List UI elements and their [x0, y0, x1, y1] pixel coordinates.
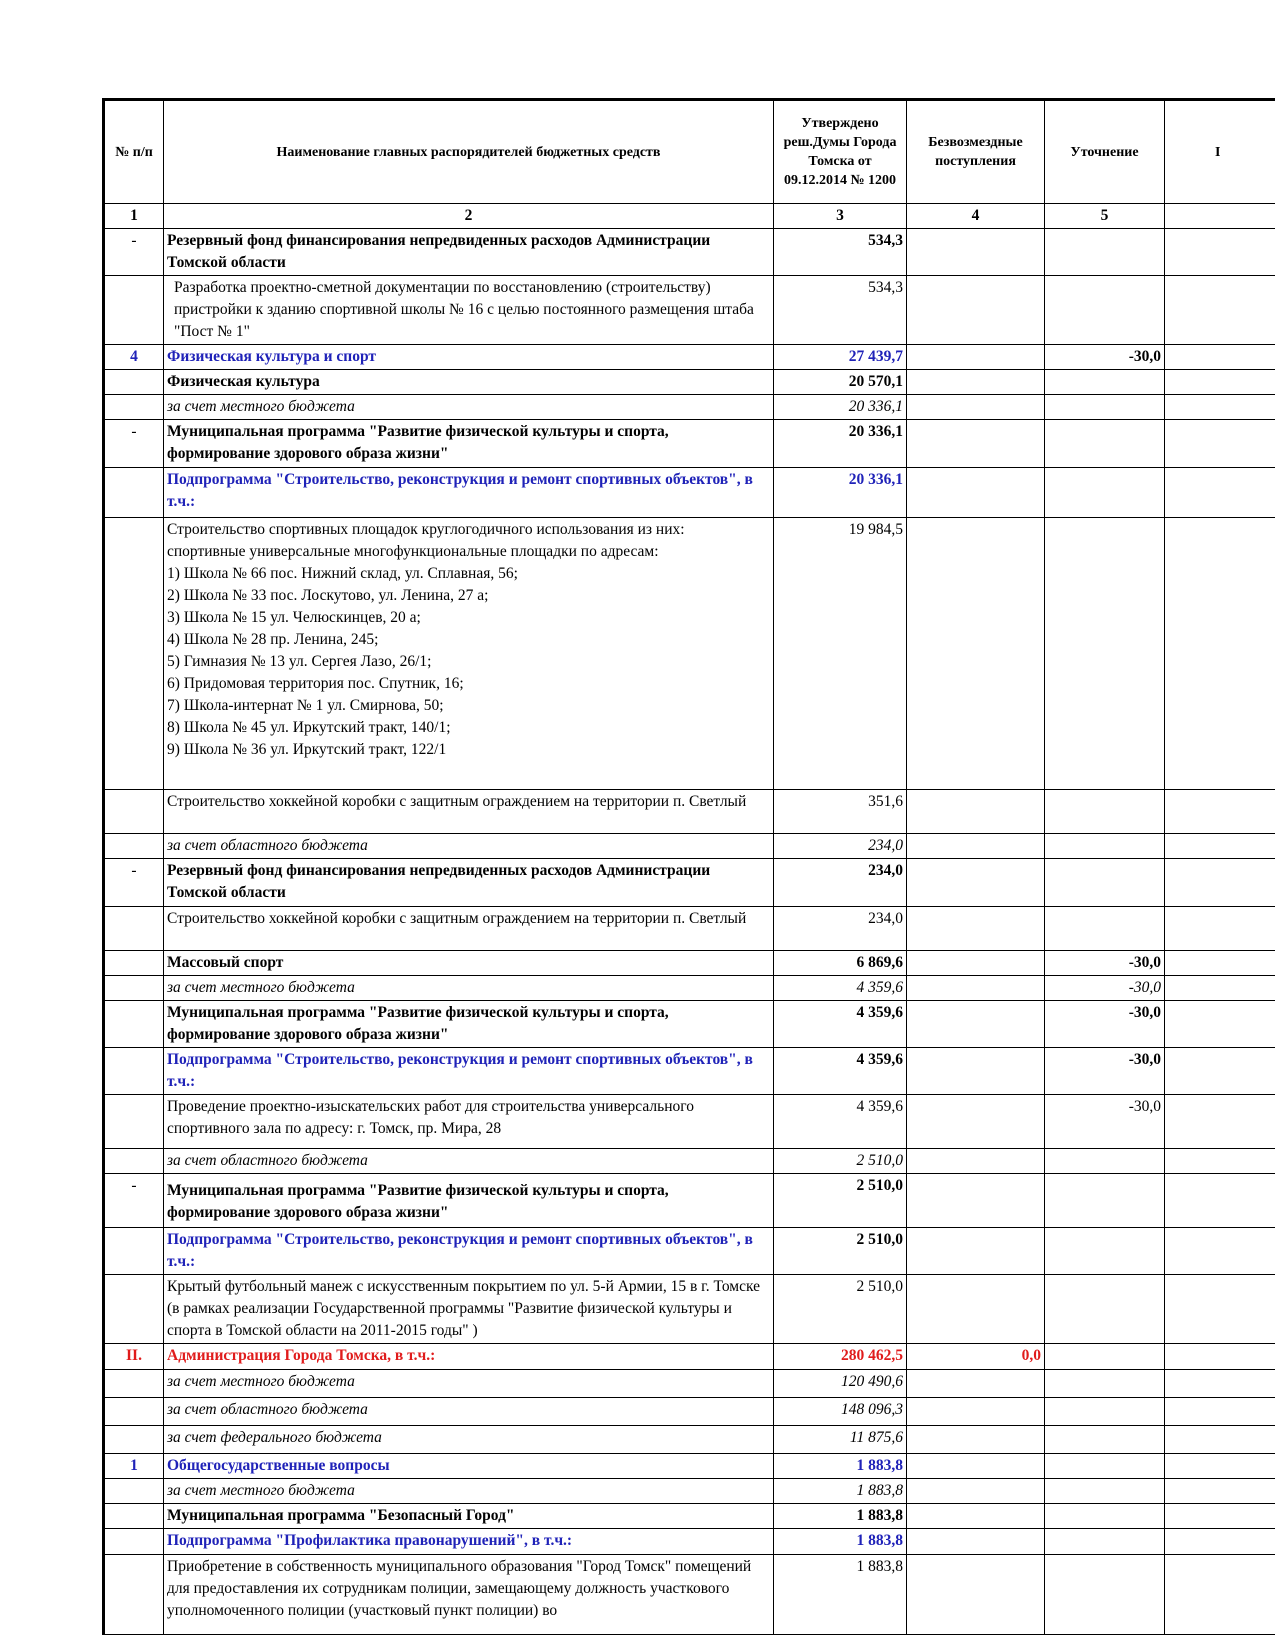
row-number	[104, 1275, 164, 1344]
row-next	[1165, 276, 1275, 345]
table-row	[104, 1370, 1275, 1398]
row-adjust	[1045, 907, 1165, 951]
index-cell: 5	[1045, 204, 1165, 229]
row-next	[1165, 420, 1275, 468]
row-approved: 1 883,8	[774, 1555, 907, 1635]
index-row	[104, 204, 1275, 229]
row-number	[104, 276, 164, 345]
row-approved: 4 359,6	[774, 976, 907, 1001]
row-adjust	[1045, 1426, 1165, 1454]
header-next: I	[1165, 100, 1275, 204]
row-adjust	[1045, 1555, 1165, 1635]
row-name: Резервный фонд финансирования непредвиденных расходов Администрации Томской области	[164, 229, 774, 276]
row-name: за счет местного бюджета	[164, 395, 774, 420]
row-next	[1165, 907, 1275, 951]
row-adjust	[1045, 1344, 1165, 1370]
row-number	[104, 370, 164, 395]
row-number: -	[104, 420, 164, 468]
row-free	[907, 1095, 1045, 1149]
row-approved: 27 439,7	[774, 345, 907, 370]
row-name: Общегосударственные вопросы	[164, 1454, 774, 1479]
row-free	[907, 790, 1045, 834]
table-row	[104, 1555, 1275, 1635]
row-approved: 1 883,8	[774, 1504, 907, 1529]
row-next	[1165, 1228, 1275, 1275]
row-free	[907, 420, 1045, 468]
row-adjust	[1045, 420, 1165, 468]
row-adjust: -30,0	[1045, 976, 1165, 1001]
list-line: Строительство спортивных площадок круглогодичного использования из них:	[167, 521, 685, 538]
row-adjust	[1045, 1149, 1165, 1174]
row-approved: 148 096,3	[774, 1398, 907, 1426]
table-row	[104, 1398, 1275, 1426]
row-name: Приобретение в собственность муниципального образования "Город Томск" помещений для предоставления их сотрудникам полиции, замещающему должность участкового уполномоченного полиции (участковый пункт полиции) во	[164, 1555, 774, 1635]
row-free	[907, 1228, 1045, 1275]
row-next	[1165, 1149, 1275, 1174]
row-approved: 280 462,5	[774, 1344, 907, 1370]
row-approved: 19 984,5	[774, 518, 907, 790]
row-adjust: -30,0	[1045, 951, 1165, 976]
list-line: 3) Школа № 15 ул. Челюскинцев, 20 а;	[167, 609, 421, 626]
row-adjust	[1045, 518, 1165, 790]
row-adjust	[1045, 276, 1165, 345]
table-row	[104, 345, 1275, 370]
row-free	[907, 1001, 1045, 1048]
table-row	[104, 395, 1275, 420]
row-adjust	[1045, 1174, 1165, 1228]
table-row	[104, 1479, 1275, 1504]
row-free	[907, 834, 1045, 859]
row-number	[104, 1228, 164, 1275]
row-name: за счет местного бюджета	[164, 1370, 774, 1398]
row-number	[104, 1048, 164, 1095]
table-row	[104, 229, 1275, 276]
row-next	[1165, 1095, 1275, 1149]
row-free	[907, 370, 1045, 395]
row-name: за счет местного бюджета	[164, 1479, 774, 1504]
table-row	[104, 859, 1275, 907]
table-row	[104, 1454, 1275, 1479]
table-row	[104, 790, 1275, 834]
row-free	[907, 276, 1045, 345]
list-line: 9) Школа № 36 ул. Иркутский тракт, 122/1	[167, 741, 447, 758]
row-next	[1165, 790, 1275, 834]
row-next	[1165, 1555, 1275, 1635]
header-adjustment: Уточнение	[1045, 100, 1165, 204]
index-cell	[1165, 204, 1275, 229]
row-approved: 20 336,1	[774, 395, 907, 420]
row-name: Крытый футбольный манеж с искусственным покрытием по ул. 5-й Армии, 15 в г. Томске (в рамках реализации Государственной программы "Развитие физической культуры и спорта в Томской области на 2011-2015 годы" )	[164, 1275, 774, 1344]
table-row	[104, 1048, 1275, 1095]
row-free: 0,0	[907, 1344, 1045, 1370]
row-adjust	[1045, 859, 1165, 907]
row-free	[907, 468, 1045, 518]
row-free	[907, 1426, 1045, 1454]
row-next	[1165, 1370, 1275, 1398]
index-cell: 1	[104, 204, 164, 229]
header-row	[104, 100, 1275, 204]
row-free	[907, 1479, 1045, 1504]
row-number	[104, 1001, 164, 1048]
row-adjust	[1045, 1228, 1165, 1275]
row-name: Муниципальная программа "Развитие физической культуры и спорта, формирование здорового образа жизни"	[164, 420, 774, 468]
row-free	[907, 859, 1045, 907]
row-approved: 2 510,0	[774, 1149, 907, 1174]
row-adjust: -30,0	[1045, 345, 1165, 370]
row-name: Подпрограмма "Строительство, реконструкция и ремонт спортивных объектов", в т.ч.:	[164, 1048, 774, 1095]
row-number	[104, 395, 164, 420]
table-row	[104, 1504, 1275, 1529]
row-approved: 1 883,8	[774, 1479, 907, 1504]
row-approved: 4 359,6	[774, 1001, 907, 1048]
table-row	[104, 907, 1275, 951]
row-number	[104, 1370, 164, 1398]
row-adjust: -30,0	[1045, 1001, 1165, 1048]
row-number	[104, 790, 164, 834]
row-free	[907, 1454, 1045, 1479]
row-name: Строительство хоккейной коробки с защитным ограждением на территории п. Светлый	[164, 907, 774, 951]
row-free	[907, 518, 1045, 790]
budget-table	[102, 98, 1275, 1635]
row-name: Подпрограмма "Профилактика правонарушений", в т.ч.:	[164, 1529, 774, 1555]
row-number	[104, 951, 164, 976]
row-name: Муниципальная программа "Развитие физической культуры и спорта, формирование здорового образа жизни"	[164, 1174, 774, 1228]
row-next	[1165, 518, 1275, 790]
row-free	[907, 395, 1045, 420]
row-name: за счет федерального бюджета	[164, 1426, 774, 1454]
row-free	[907, 1529, 1045, 1555]
row-next	[1165, 976, 1275, 1001]
row-free	[907, 1555, 1045, 1635]
list-line: 1) Школа № 66 пос. Нижний склад, ул. Сплавная, 56;	[167, 565, 518, 582]
row-next	[1165, 370, 1275, 395]
row-name: за счет местного бюджета	[164, 976, 774, 1001]
row-number	[104, 976, 164, 1001]
table-row	[104, 1344, 1275, 1370]
table-row	[104, 1174, 1275, 1228]
row-free	[907, 229, 1045, 276]
row-name: Строительство хоккейной коробки с защитным ограждением на территории п. Светлый	[164, 790, 774, 834]
list-line: 8) Школа № 45 ул. Иркутский тракт, 140/1;	[167, 719, 451, 736]
row-name: Разработка проектно-сметной документации по восстановлению (строительству) пристройки к зданию спортивной школы № 16 с целью постоянного размещения штаба "Пост № 1"	[164, 276, 774, 345]
table-row	[104, 370, 1275, 395]
table-row	[104, 1426, 1275, 1454]
row-free	[907, 1504, 1045, 1529]
row-name: за счет областного бюджета	[164, 1398, 774, 1426]
row-adjust	[1045, 229, 1165, 276]
row-approved: 534,3	[774, 276, 907, 345]
row-free	[907, 1398, 1045, 1426]
row-adjust	[1045, 1479, 1165, 1504]
row-next	[1165, 1454, 1275, 1479]
table-row	[104, 1529, 1275, 1555]
table-row	[104, 276, 1275, 345]
row-approved: 11 875,6	[774, 1426, 907, 1454]
row-number	[104, 1479, 164, 1504]
row-next	[1165, 1275, 1275, 1344]
row-number	[104, 1426, 164, 1454]
row-adjust	[1045, 1275, 1165, 1344]
table-row	[104, 1149, 1275, 1174]
row-approved: 4 359,6	[774, 1048, 907, 1095]
list-line: 5) Гимназия № 13 ул. Сергея Лазо, 26/1;	[167, 653, 432, 670]
row-number	[104, 518, 164, 790]
table-row	[104, 834, 1275, 859]
row-number: 1	[104, 1454, 164, 1479]
row-number: -	[104, 229, 164, 276]
row-name: Подпрограмма "Строительство, реконструкция и ремонт спортивных объектов", в т.ч.:	[164, 468, 774, 518]
row-approved: 6 869,6	[774, 951, 907, 976]
row-name: Муниципальная программа "Развитие физической культуры и спорта, формирование здорового образа жизни"	[164, 1001, 774, 1048]
row-adjust	[1045, 395, 1165, 420]
list-line: 6) Придомовая территория пос. Спутник, 16;	[167, 675, 464, 692]
table-row	[104, 1095, 1275, 1149]
row-name: за счет областного бюджета	[164, 834, 774, 859]
row-approved: 1 883,8	[774, 1529, 907, 1555]
row-number	[104, 468, 164, 518]
index-cell: 3	[774, 204, 907, 229]
row-number	[104, 1555, 164, 1635]
table-row	[104, 420, 1275, 468]
row-approved: 1 883,8	[774, 1454, 907, 1479]
row-free	[907, 345, 1045, 370]
list-line: спортивные универсальные многофункциональные площадки по адресам:	[167, 543, 659, 560]
row-name: Массовый спорт	[164, 951, 774, 976]
row-approved: 20 570,1	[774, 370, 907, 395]
row-free	[907, 907, 1045, 951]
row-number: 4	[104, 345, 164, 370]
table-row	[104, 1275, 1275, 1344]
table-row	[104, 518, 1275, 790]
row-name: Администрация Города Томска, в т.ч.:	[164, 1344, 774, 1370]
row-name: Резервный фонд финансирования непредвиденных расходов Администрации Томской области	[164, 859, 774, 907]
row-number	[104, 834, 164, 859]
row-next	[1165, 468, 1275, 518]
row-next	[1165, 229, 1275, 276]
table-row	[104, 976, 1275, 1001]
row-next	[1165, 1398, 1275, 1426]
row-approved: 234,0	[774, 834, 907, 859]
row-free	[907, 1149, 1045, 1174]
row-next	[1165, 1504, 1275, 1529]
index-cell: 4	[907, 204, 1045, 229]
row-approved: 20 336,1	[774, 468, 907, 518]
row-free	[907, 976, 1045, 1001]
row-approved: 234,0	[774, 907, 907, 951]
row-name: Подпрограмма "Строительство, реконструкция и ремонт спортивных объектов", в т.ч.:	[164, 1228, 774, 1275]
table-row	[104, 468, 1275, 518]
row-name: Муниципальная программа "Безопасный Город"	[164, 1504, 774, 1529]
row-next	[1165, 859, 1275, 907]
header-name: Наименование главных распорядителей бюджетных средств	[164, 100, 774, 204]
row-free	[907, 1370, 1045, 1398]
row-approved: 351,6	[774, 790, 907, 834]
row-number	[104, 1398, 164, 1426]
row-adjust	[1045, 1454, 1165, 1479]
row-adjust: -30,0	[1045, 1095, 1165, 1149]
row-adjust	[1045, 834, 1165, 859]
row-name: Физическая культура и спорт	[164, 345, 774, 370]
row-adjust	[1045, 1370, 1165, 1398]
header-approved: Утверждено реш.Думы Города Томска от 09.12.2014 № 1200	[774, 100, 907, 204]
header-number: № п/п	[104, 100, 164, 204]
row-number	[104, 1504, 164, 1529]
table-row	[104, 951, 1275, 976]
row-approved: 2 510,0	[774, 1174, 907, 1228]
row-name: Проведение проектно-изыскательских работ для строительства универсального спортивного зала по адресу: г. Томск, пр. Мира, 28	[164, 1095, 774, 1149]
row-next	[1165, 1479, 1275, 1504]
row-name-list	[164, 518, 774, 790]
row-next	[1165, 1174, 1275, 1228]
row-free	[907, 1174, 1045, 1228]
list-line: 7) Школа-интернат № 1 ул. Смирнова, 50;	[167, 697, 444, 714]
row-next	[1165, 1344, 1275, 1370]
row-number	[104, 1095, 164, 1149]
row-name: Физическая культура	[164, 370, 774, 395]
list-line: 2) Школа № 33 пос. Лоскутово, ул. Ленина, 27 а;	[167, 587, 489, 604]
row-approved: 4 359,6	[774, 1095, 907, 1149]
row-number: -	[104, 1174, 164, 1228]
row-adjust	[1045, 370, 1165, 395]
row-number: II.	[104, 1344, 164, 1370]
index-cell: 2	[164, 204, 774, 229]
row-number: -	[104, 859, 164, 907]
row-approved: 2 510,0	[774, 1275, 907, 1344]
row-next	[1165, 1048, 1275, 1095]
row-adjust	[1045, 1398, 1165, 1426]
row-next	[1165, 1426, 1275, 1454]
row-next	[1165, 951, 1275, 976]
row-approved: 120 490,6	[774, 1370, 907, 1398]
row-free	[907, 951, 1045, 976]
row-number	[104, 907, 164, 951]
row-free	[907, 1048, 1045, 1095]
row-name: за счет областного бюджета	[164, 1149, 774, 1174]
row-approved: 20 336,1	[774, 420, 907, 468]
row-approved: 534,3	[774, 229, 907, 276]
row-adjust	[1045, 790, 1165, 834]
row-adjust	[1045, 1529, 1165, 1555]
header-free-receipts: Безвозмездные поступления	[907, 100, 1045, 204]
row-approved: 2 510,0	[774, 1228, 907, 1275]
row-next	[1165, 1001, 1275, 1048]
row-number	[104, 1149, 164, 1174]
row-next	[1165, 395, 1275, 420]
row-approved: 234,0	[774, 859, 907, 907]
row-next	[1165, 1529, 1275, 1555]
table-row	[104, 1228, 1275, 1275]
table-row	[104, 1001, 1275, 1048]
row-adjust: -30,0	[1045, 1048, 1165, 1095]
row-number	[104, 1529, 164, 1555]
row-adjust	[1045, 1504, 1165, 1529]
list-line: 4) Школа № 28 пр. Ленина, 245;	[167, 631, 379, 648]
row-next	[1165, 834, 1275, 859]
row-free	[907, 1275, 1045, 1344]
row-adjust	[1045, 468, 1165, 518]
row-next	[1165, 345, 1275, 370]
